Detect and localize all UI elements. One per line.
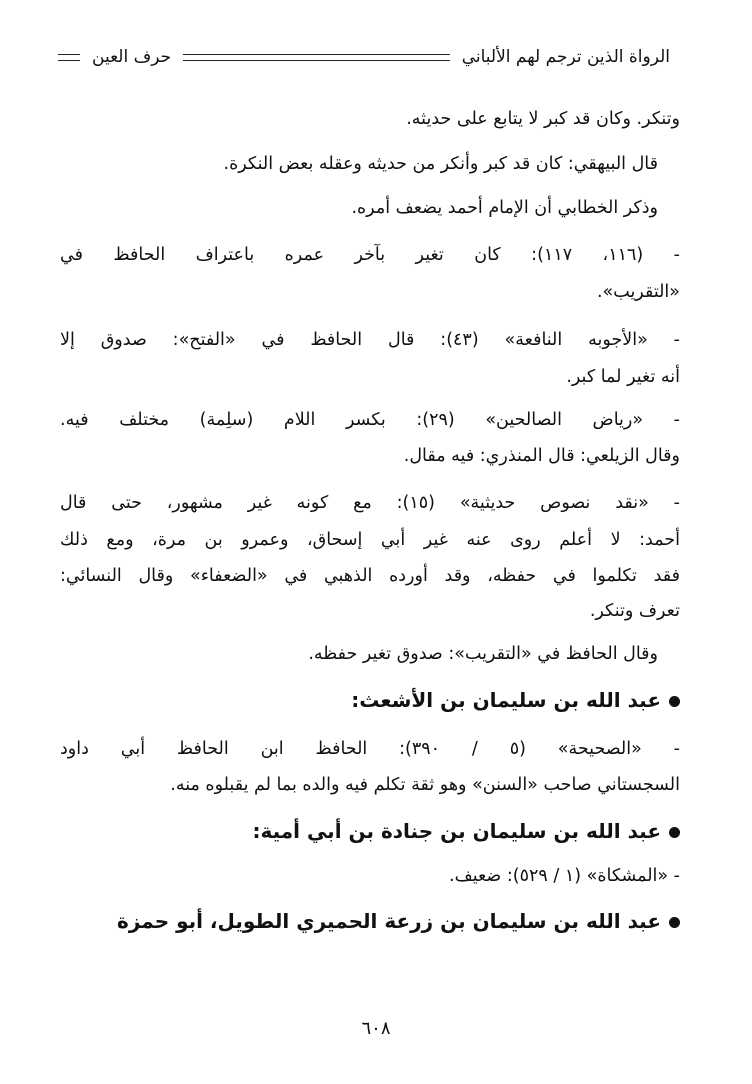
header-double-rule — [183, 54, 450, 61]
text-line: - (١١٦، ١١٧): كان تغير بآخر عمره باعتراف الحافظ في — [60, 245, 680, 265]
text-line: «التقريب». — [596, 282, 680, 302]
entry-heading-text: عبد الله بن سليمان بن زرعة الحميري الطويل، أبو حمزة — [117, 909, 661, 933]
text-line: - «الصحيحة» (٥ / ٣٩٠): الحافظ ابن الحافظ أبي داود — [60, 739, 680, 759]
text-line: وقال الحافظ في «التقريب»: صدوق تغير حفظه. — [308, 644, 658, 664]
text-line: - «نقد نصوص حديثية» (١٥): مع كونه غير مشهور، حتى قال — [60, 493, 680, 513]
text-line: أحمد: لا أعلم روى عنه غير أبي إسحاق، وعمرو بن مرة، ومع ذلك — [60, 530, 680, 550]
text-line: وذكر الخطابي أن الإمام أحمد يضعف أمره. — [351, 198, 658, 218]
bullet-icon — [669, 827, 680, 838]
entry-heading-text: عبد الله بن سليمان بن الأشعث: — [351, 688, 661, 712]
header-short-rule — [58, 54, 80, 61]
text-line: السجستاني صاحب «السنن» وهو ثقة تكلم فيه والده بما لم يقبلوه منه. — [170, 775, 680, 795]
text-line: تعرف وتنكر. — [589, 601, 680, 621]
book-title: الرواة الذين ترجم لهم الألباني — [461, 47, 670, 67]
entry-heading — [60, 904, 680, 938]
text-line: وتنكر. وكان قد كبر لا يتابع على حديثه. — [406, 109, 680, 129]
page-number: ٦٠٨ — [361, 1018, 391, 1039]
text-line: وقال الزيلعي: قال المنذري: فيه مقال. — [403, 446, 680, 466]
text-line: - «المشكاة» (١ / ٥٢٩): ضعيف. — [449, 866, 680, 886]
running-header — [58, 42, 670, 72]
bullet-icon — [669, 917, 680, 928]
entry-heading — [60, 683, 680, 717]
bullet-icon — [669, 696, 680, 707]
text-line: - «الأجوبه النافعة» (٤٣): قال الحافظ في «الفتح»: صدوق إلا — [60, 330, 680, 350]
chapter-title: حرف العين — [92, 47, 172, 67]
entry-heading — [60, 814, 680, 848]
text-line: - «رياض الصالحين» (٢٩): بكسر اللام (سلِمة) مختلف فيه. — [60, 410, 680, 430]
text-line: قال البيهقي: كان قد كبر وأنكر من حديثه وعقله بعض النكرة. — [223, 154, 658, 174]
text-line: أنه تغير لما كبر. — [566, 367, 680, 387]
entry-heading-text: عبد الله بن سليمان بن جنادة بن أبي أمية: — [252, 819, 661, 843]
text-line: فقد تكلموا في حفظه، وقد أورده الذهبي في «الضعفاء» وقال النسائي: — [60, 566, 680, 586]
